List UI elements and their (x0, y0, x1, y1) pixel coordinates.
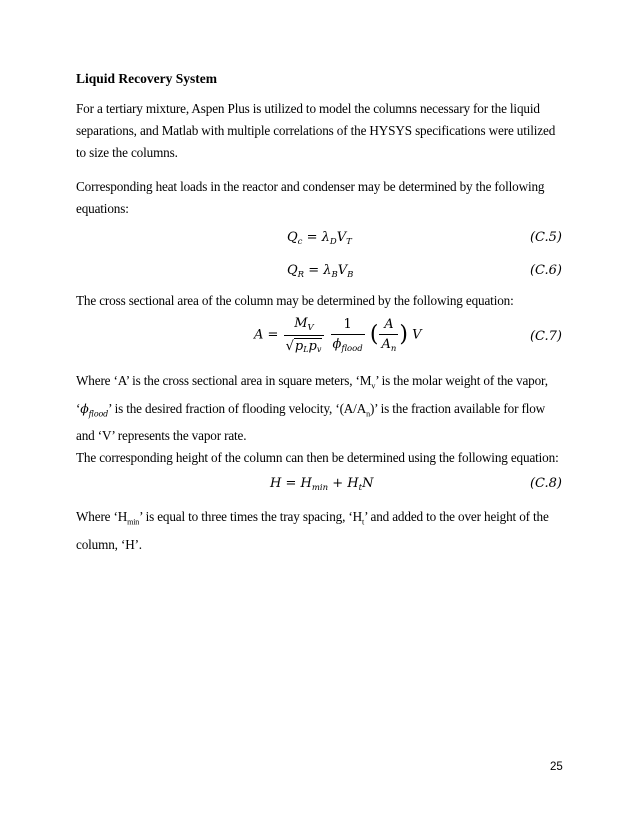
equation-c5: $Q_c = \lambda_DV_T$ (287, 230, 352, 247)
paragraph-height-definitions: Where ‘$H_{min}$’ is equal to three times the tray spacing, ‘$H_t$’ and added to the over height of the column, ‘H’. (76, 509, 549, 552)
equation-number-c5: (C.5) (529, 230, 562, 245)
paragraph-intro: For a tertiary mixture, Aspen Plus is utilized to model the columns necessary for the liquid separations, and Matlab with multiple correlations of the HYSYS specifications were utilized to size the columns. (76, 101, 556, 160)
fraction-flood: $\frac{1}{\phi_{flood}}$ (332, 316, 363, 354)
paragraph-heat-loads: Corresponding heat loads in the reactor and condenser may be determined by the following equations: (76, 179, 545, 216)
fraction-area-ratio: $\frac{A}{A_n}$ (381, 316, 397, 354)
equation-number-c6: (C.6) (529, 263, 562, 278)
equation-number-c7: (C.7) (529, 329, 562, 344)
section-heading: Liquid Recovery System (76, 71, 217, 86)
equation-number-c8: (C.8) (529, 476, 562, 491)
fraction-molar-weight: $\frac{M_V}{\text{√pLpv}}$ (284, 316, 325, 354)
page-number: 25 (550, 761, 563, 773)
paragraph-cross-section: The cross sectional area of the column may be determined by the following equation: (76, 293, 514, 308)
paragraph-area-definitions: Where ‘A’ is the cross sectional area in square meters, ‘$M_v$’ is the molar weight of the vapor, ‘$\phi_{flood}$’ is the desired fraction of flooding velocity, ‘$(A/A_n)$’ is the fraction available for flow and ‘V’ represents the vapor rate. (76, 373, 548, 444)
equation-c6: $Q_R = \lambda_BV_B$ (287, 263, 354, 280)
paragraph-height: The corresponding height of the column can then be determined using the following equation: (76, 450, 559, 465)
equation-c7: A = $\frac{M_V}{\text{√pLpv}}$ $\frac{1}{\phi_{flood}}$ ( $\frac{A}{A_n}$ ) V (254, 316, 422, 354)
equation-c8: $H = H_{min} + H_tN$ (270, 476, 374, 493)
